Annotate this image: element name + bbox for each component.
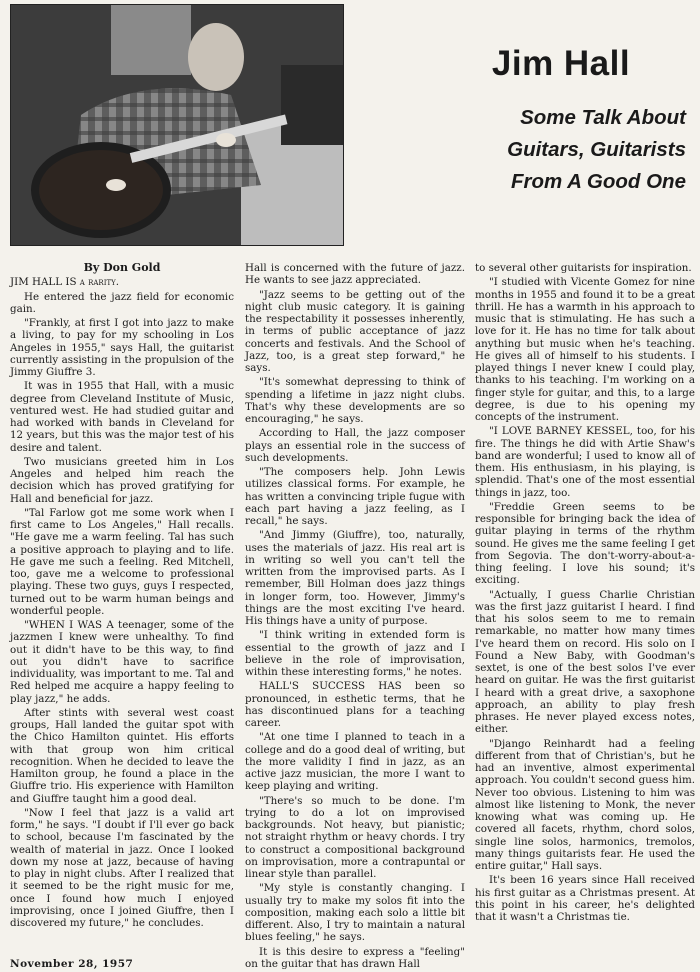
paragraph: It was in 1955 that Hall, with a music degree from Cleveland Institute of Music, ventured west. He had studied guitar and had worked with bands in Cleveland for 12 years, but this was the major test of his desire and talent.	[10, 380, 234, 454]
subtitle-line: Some Talk About	[520, 106, 686, 129]
paragraph: "WHEN I WAS A teenager, some of the jazzmen I knew were unhealthy. To find out it didn't have to be this way, to find out you didn't have to sacrifice individuality, was important to me. Tal and Red helped me acquire a happy feeling to play jazz," he adds.	[10, 619, 234, 705]
guitarist-photo	[10, 4, 344, 246]
guitarist-photo-icon	[11, 5, 343, 245]
paragraph: "I LOVE BARNEY KESSEL, too, for his fire. The things he did with Artie Shaw's band are wonderful; I used to know all of them. His enthusiasm, in his playing, is splendid. That's one of the most essential things in jazz, too.	[475, 425, 695, 499]
paragraph: "Tal Farlow got me some work when I first came to Los Angeles," Hall recalls. "He gave me a warm feeling. Tal has such a positive approach to playing and to life. He gave me such a feeling. Red Mitchell, too, gave me a welcome to professional playing. These two guys, guys I respected, turned out to be warm human beings and wonderful people.	[10, 506, 234, 617]
paragraph: "Freddie Green seems to be responsible for bringing back the idea of guitar playing in terms of the rhythm sound. He gives me the same feeling I get from Segovia. The don't-worry-about-a-thing feeling. I love his sound; it's exciting.	[475, 500, 695, 587]
paragraph: "It's somewhat depressing to think of spending a lifetime in jazz night clubs. That's why these developments are so encouraging," he says.	[245, 376, 465, 425]
paragraph: "Actually, I guess Charlie Christian was the first jazz guitarist I heard. I find that his solos seem to me to remain remarkable, no matter how many times I've heard them on record. His solo on I Found a New Baby, with Goodman's sextet, is one of the best solos I've ever heard on guitar. He was the first guitarist I heard with a great drive, a saxophone approach, an ability to play fresh phrases. He never played excess notes, either.	[475, 588, 695, 736]
paragraph: HALL'S SUCCESS HAS been so pronounced, in esthetic terms, that he has discontinued plans for a teaching career.	[245, 680, 465, 729]
paragraph: "Frankly, at first I got into jazz to make a living, to pay for my schooling in Los Angeles in 1955," says Hall, the guitarist currently assisting in the propulsion of the Jimmy Giuffre 3.	[10, 317, 234, 378]
paragraph: JIM HALL IS a rarity.	[10, 276, 120, 289]
paragraph: "Jazz seems to be getting out of the night club music category. It is gaining the respectability it possesses inherently, in terms of public acceptance of jazz concerts and festivals. And the School of Jazz, too, is a great step forward," he says.	[245, 288, 465, 374]
paragraph: "I studied with Vicente Gomez for nine months in 1955 and found it to be a great thrill. He has a warmth in his approach to music that is stimulating. He has such a love for it. He has no time for talk about anything but music when he's teaching. He gives all of himself to his students. I played things I never knew I could play, thanks to his teaching. I'm working on a finger style for guitar, and this, to a large degree, is due to his opening my concepts of the instrument.	[475, 276, 695, 423]
headline-block	[400, 44, 692, 198]
column-2	[245, 262, 465, 972]
paragraph: "The composers help. John Lewis utilizes classical forms. For example, he has written a convincing triple fugue with each part having a jazz feeling, as I recall," he says.	[245, 466, 465, 527]
paragraph: "Django Reinhardt had a feeling different from that of Christian's, but he had an inventive, almost experimental approach. You couldn't second guess him. Never too obvious. Listening to him was almost like listening to Monk, the never knowing what was coming up. He covered all facets, rhythm, chord solos, single line solos, harmonics, tremolos, many things guitarists fear. He used the entire guitar," Hall says.	[475, 737, 695, 872]
paragraph: It's been 16 years since Hall received his first guitar as a Christmas present. At this point in his career, he's delighted that it wasn't a Christmas tie.	[475, 874, 695, 923]
paragraph: After stints with several west coast groups, Hall landed the guitar spot with the Chico Hamilton quintet. His efforts with that group won him critical recognition. When he decided to leave the Hamilton group, he found a place in the Giuffre trio. His experience with Hamilton and Giuffre taught him a good deal.	[10, 706, 234, 805]
subtitle-line: Guitars, Guitarists	[507, 138, 686, 161]
paragraph: He entered the jazz field for economic gain.	[10, 290, 234, 315]
paragraph: "I think writing in extended form is essential to the growth of jazz and I believe in the role of improvisation, within these interesting forms," he notes.	[245, 629, 465, 678]
paragraph: According to Hall, the jazz composer plays an essential role in the success of such developments.	[245, 427, 465, 464]
article-subtitle	[400, 102, 692, 198]
column-3	[475, 262, 695, 925]
paragraph: "At one time I planned to teach in a college and do a good deal of writing, but the more validity I find in jazz, as an active jazz musician, the more I want to keep playing and writing.	[245, 731, 465, 793]
subtitle-line: From A Good One	[510, 170, 686, 193]
column-1	[10, 262, 234, 931]
paragraph: Hall is concerned with the future of jazz. He wants to see jazz appreciated.	[245, 262, 465, 287]
paragraph: "There's so much to be done. I'm trying to do a lot on improvised backgrounds. Not heavy, but pianistic; not straight rhythm or heavy chords. I try to construct a compositional background on improvisation, more a contrapuntal or linear style than parallel.	[245, 794, 465, 880]
paragraph: "My style is constantly changing. I usually try to make my solos fit into the composition, making each solo a little bit different. Also, I try to maintain a natural blues feeling," he says.	[245, 882, 465, 944]
paragraph: Two musicians greeted him in Los Angeles and helped him reach the decision which has proved gratifying for Hall and beneficial for jazz.	[10, 455, 234, 505]
article-title: Jim Hall	[491, 44, 631, 83]
paragraph: "Now I feel that jazz is a valid art form," he says. "I doubt if I'll ever go back to school, because I'm fascinated by the wealth of material in jazz. Once I looked down my nose at jazz, because of having to play in night clubs. After I realized that it seemed to be the right music for me, once I found how much I enjoyed improvising, once I joined Giuffre, then I discovered my future," he concludes.	[10, 806, 234, 929]
byline: By Don Gold	[83, 261, 161, 274]
paragraph: to several other guitarists for inspiration.	[475, 262, 692, 274]
page-date: November 28, 1957	[10, 958, 134, 970]
paragraph: "And Jimmy (Giuffre), too, naturally, uses the materials of jazz. His real art is in writing so well you can't tell the written from the improvised parts. As I remember, Bill Holman does jazz things in longer form, too. However, Jimmy's things are the most exciting I've heard. His things have a unity of purpose.	[245, 529, 465, 627]
paragraph: It is this desire to express a "feeling" on the guitar that has drawn Hall	[245, 945, 465, 970]
